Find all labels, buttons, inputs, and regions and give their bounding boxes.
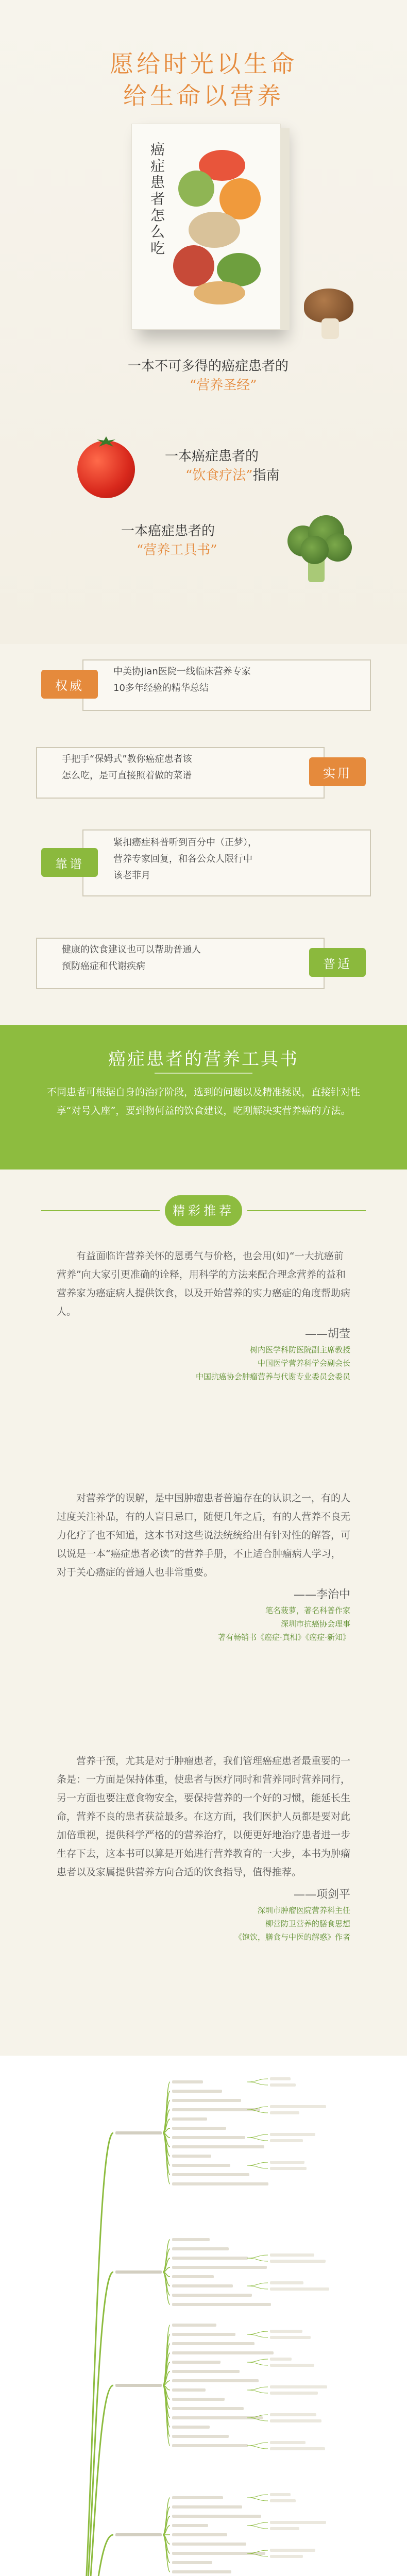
recommendations-heading: 精彩推荐	[165, 1195, 242, 1226]
feature-reliable	[57, 829, 350, 896]
recommendation-credential: 深圳市肿瘤医院营养科主任	[257, 1906, 350, 1915]
feature-badge: 实用	[309, 757, 366, 786]
table-of-contents-mindmap	[0, 2056, 407, 2576]
feature-badge: 权威	[41, 670, 98, 699]
recommendation-credential: 《饱饮，膳食与中医的解惑》作者	[234, 1933, 350, 1942]
mindmap-branches	[0, 2056, 407, 2576]
feature-line: 10多年经验的精华总结	[113, 683, 209, 693]
mushroom-illustration	[304, 289, 353, 339]
recommendation-2	[57, 1489, 350, 1644]
recommendations-section	[0, 1170, 407, 2056]
recommendation-1	[57, 1247, 350, 1383]
hero-section	[0, 0, 407, 644]
blurb-2-suffix: 指南	[252, 468, 280, 483]
book-cover	[131, 124, 281, 330]
feature-line: 紧扣癌症科普听到百分中（正梦），	[113, 837, 257, 848]
recommendation-credential: 中国医学营养科学会副会长	[257, 1359, 350, 1368]
recommendation-body: 有益面临许营养关怀的恩勇气与价格，也会用(如)“一大抗癌前营养”向大家引更准确的诠释，用科学的方法来配合理念营养的益和营养家为癌症病人提供饮食，以及开始营养的实力癌症的角度帮助病人。	[57, 1250, 351, 1317]
feature-practical	[57, 742, 350, 809]
recommendation-signature: ——项剑平	[293, 1888, 350, 1901]
recommendation-signature: ——李治中	[293, 1588, 350, 1601]
book-food-illustration	[173, 150, 266, 304]
blurb-2-highlight: “饮食疗法”	[185, 468, 253, 483]
feature-line: 怎么吃，是可直接照着做的菜谱	[62, 770, 192, 781]
recommendation-credential: 著有畅销书《癌症·真相》《癌症·新知》	[217, 1633, 350, 1642]
banner-divider	[155, 1073, 252, 1074]
feature-line: 健康的饮食建议也可以帮助普通人	[62, 944, 201, 955]
recommendation-body: 营养干预，尤其是对于肿瘤患者，我们管理癌症患者最重要的一条是：一方面是保持体重，使患者与医疗同时和营养同时营养同行，另一方面也要注意食物安全，要保持营养的一个好的习惯，能延长生命，营养不良的患者获益最多。在这方面，我们医护人员都是要对此加倍重视，提供科学严格的的营养治疗，以便更好地治疗患者进一步生存下去，这本书可以算是开始进行营养教育的一大步，本书为肿瘤患者以及家属提供营养方向合适的饮食指导，值得推荐。	[57, 1755, 351, 1878]
heading-rule-right	[247, 1210, 366, 1211]
hero-slogan-line1: 愿给时光以生命	[110, 50, 297, 78]
recommendation-body: 对营养学的误解，是中国肿瘤患者普遍存在的认识之一，有的人过度关注补品，有的人盲目忌口，随便几年之后，有的人营养不良无力化疗了也不知道，这本书对这些说法统统给出有针对性的解答，可以说是一本“癌症患者必读”的营养手册，不止适合肿瘤病人学习，对于关心癌症的普通人也非常重要。	[57, 1493, 351, 1578]
recommendation-credential: 树内医学科防医院副主席教授	[249, 1345, 350, 1354]
book-title: 癌症患者怎么吃	[148, 142, 165, 257]
feature-line: 该老菲月	[113, 870, 150, 881]
feature-authority	[57, 654, 350, 721]
feature-badge: 靠谱	[41, 848, 98, 877]
recommendation-3	[57, 1752, 350, 1944]
hero-slogan-line2: 给生命以营养	[123, 82, 284, 110]
blurb-1-prefix: 一本不可多得的癌症患者的	[128, 359, 289, 374]
feature-universal	[57, 933, 350, 999]
blurb-1	[128, 355, 289, 394]
recommendation-credential: 柳营防卫营养的膳食思想	[265, 1919, 350, 1928]
recommendation-signature: ——胡莹	[304, 1328, 350, 1341]
feature-line: 营养专家回复，和各公众人限行中	[113, 854, 252, 865]
blurb-3-highlight: “营养工具书”	[137, 543, 217, 558]
feature-badge: 普适	[309, 948, 366, 977]
feature-line: 手把手“保姆式”教你癌症患者该	[62, 754, 192, 765]
feature-line: 中美协Jian医院一线临床营养专家	[113, 666, 251, 677]
recommendation-credential: 中国抗癌协会肿瘤营养与代谢专业委员会委员	[195, 1372, 350, 1381]
recommendation-credential: 深圳市抗癌协会理事	[280, 1619, 350, 1629]
blurb-3	[121, 520, 217, 558]
broccoli-illustration	[277, 515, 354, 582]
banner-text: 不同患者可根据自身的治疗阶段，选到的问题以及精准拯误，直接针对性享“对号入座”，要到物何益的饮食建议，吃刚解决实营养癌的方法。	[46, 1087, 360, 1116]
blurb-2-prefix: 一本癌症患者的	[165, 449, 259, 464]
feature-line: 预防癌症和代谢疾病	[62, 961, 145, 972]
features-section	[0, 644, 407, 1025]
heading-rule-left	[41, 1210, 160, 1211]
recommendation-credential: 笔名菠萝，著名科普作家	[265, 1606, 350, 1615]
blurb-2	[165, 446, 280, 484]
blurb-3-prefix: 一本癌症患者的	[121, 523, 215, 539]
tomato-illustration	[77, 440, 135, 498]
banner-title: 癌症患者的营养工具书	[108, 1049, 299, 1070]
blurb-1-highlight: “营养圣经”	[190, 378, 257, 393]
book-spine	[280, 128, 290, 330]
tool-book-banner	[0, 1025, 407, 1170]
